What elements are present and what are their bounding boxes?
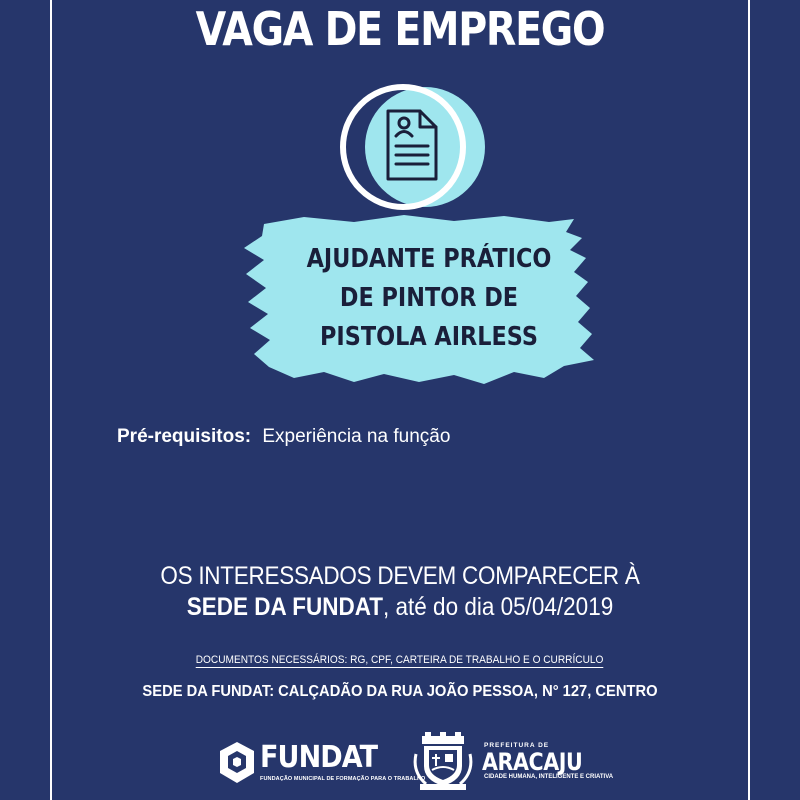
deadline-text: , até do dia 05/04/2019 bbox=[383, 593, 614, 621]
fundat-subtitle: FUNDAÇÃO MUNICIPAL DE FORMAÇÃO PARA O TRABALHO bbox=[260, 776, 426, 782]
interested-line-2 bbox=[40, 593, 760, 622]
job-title-line: PISTOLA AIRLESS bbox=[320, 322, 538, 352]
frame-left-line bbox=[50, 0, 52, 800]
interested-line-1: OS INTERESSADOS DEVEM COMPARECER À bbox=[160, 562, 640, 590]
prerequisites-label: Pré-requisitos: bbox=[117, 426, 252, 447]
address: SEDE DA FUNDAT: CALÇADÃO DA RUA JOÃO PESSOA, N° 127, CENTRO bbox=[142, 683, 658, 700]
job-title-line: DE PINTOR DE bbox=[339, 283, 519, 313]
prerequisites bbox=[117, 426, 450, 448]
aracaju-coat-of-arms-icon bbox=[412, 732, 474, 792]
aracaju-name: ARACAJU bbox=[482, 748, 583, 776]
frame-right-line bbox=[748, 0, 750, 800]
interested-notice bbox=[0, 562, 800, 622]
fundat-logo bbox=[218, 740, 426, 790]
resume-document-icon bbox=[340, 84, 490, 214]
aracaju-prefix: PREFEITURA DE bbox=[484, 742, 550, 749]
prerequisites-value: Experiência na função bbox=[262, 426, 451, 447]
documents-required bbox=[0, 654, 800, 668]
page-title: VAGA DE EMPREGO bbox=[195, 2, 605, 56]
job-title-line: AJUDANTE PRÁTICO bbox=[306, 244, 552, 274]
fundat-hexagon-icon bbox=[218, 740, 256, 786]
aracaju-logo bbox=[412, 732, 614, 792]
fundat-name: FUNDAT bbox=[260, 740, 378, 775]
job-title-banner bbox=[244, 212, 594, 387]
job-title bbox=[304, 240, 553, 357]
sede-name: SEDE DA FUNDAT bbox=[186, 593, 384, 621]
aracaju-tagline: CIDADE HUMANA, INTELIGENTE E CRIATIVA bbox=[484, 774, 614, 780]
documents-text: DOCUMENTOS NECESSÁRIOS: RG, CPF, CARTEIRA DE TRABALHO E O CURRÍCULO bbox=[196, 654, 604, 666]
